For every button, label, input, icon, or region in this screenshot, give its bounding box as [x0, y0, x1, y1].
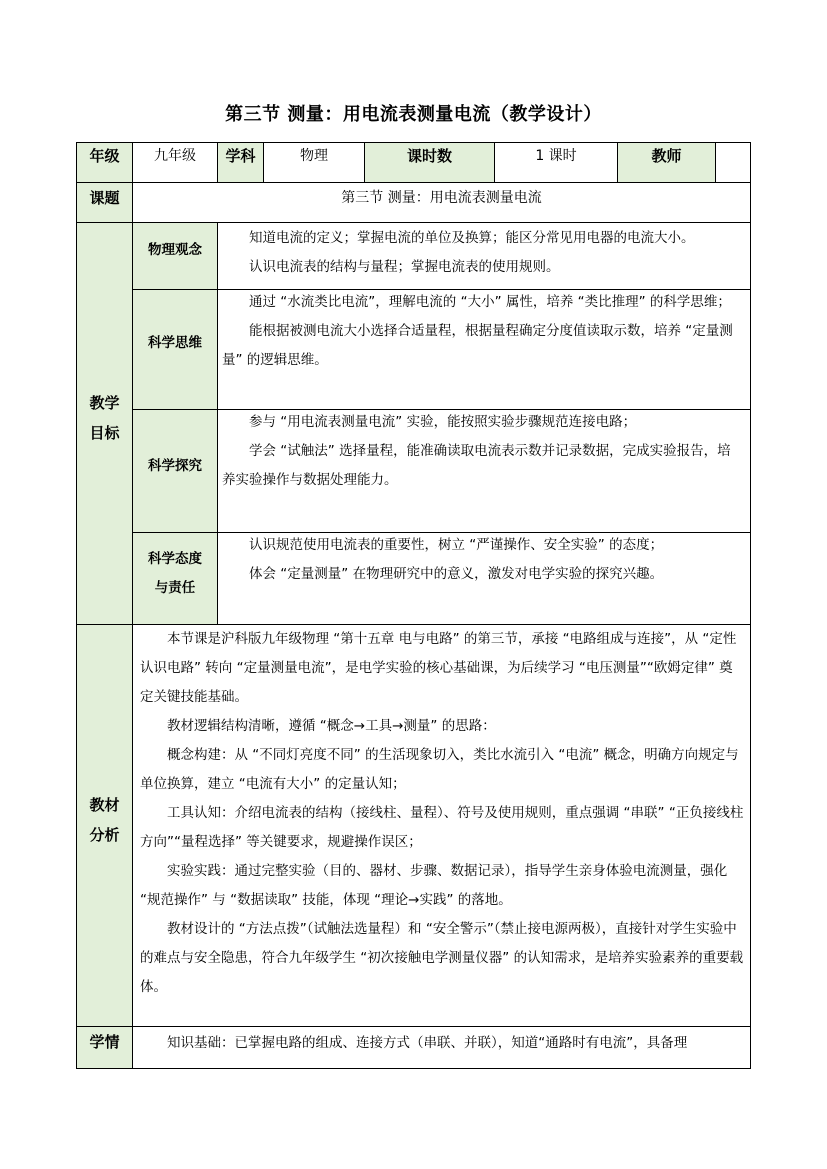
topic-value: 第三节 测量：用电流表测量电流 [341, 190, 542, 206]
teacher-label: 教师 [651, 147, 682, 165]
textbook-label-line1: 教材 [89, 796, 120, 814]
attitude-label-line2: 与责任 [154, 580, 196, 596]
objectives-label [77, 388, 132, 448]
learning-label: 学情 [89, 1033, 120, 1051]
textbook-label [77, 790, 132, 850]
scientific-thinking-line: 能根据被测电流大小选择合适量程，根据量程确定分度值读取示数，培养 “定量测量” 的逻辑思维。 [222, 323, 733, 368]
document-title: 第三节 测量：用电流表测量电流（教学设计） [225, 104, 602, 125]
attitude-label-line1: 科学态度 [148, 551, 202, 567]
physics-concept-label: 物理观念 [148, 242, 202, 258]
grid-line [715, 142, 716, 183]
textbook-paragraph: 教材逻辑结构清晰，遵循 “概念→工具→测量” 的思路： [167, 718, 496, 734]
grade-label: 年级 [89, 147, 120, 165]
grid-line [750, 142, 751, 1069]
learning-line: 知识基础：已掌握电路的组成、连接方式（串联、并联），知道“通路时有电流”，具备理 [167, 1035, 688, 1051]
attitude-label [133, 545, 217, 603]
topic-label: 课题 [89, 189, 120, 207]
subject-value: 物理 [300, 148, 328, 164]
grid-line [76, 1026, 751, 1027]
textbook-paragraph: 本节课是沪科版九年级物理 “第十五章 电与电路” 的第三节，承接 “电路组成与连接”，从 “定性认识电路” 转向 “定量测量电流”，是电学实验的核心基础课，为后续学习 “电压测量”“欧姆定律” 奠定关键技能基础。 [140, 631, 737, 705]
attitude-line: 体会 “定量测量” 在物理研究中的意义，激发对电学实验的探究兴趣。 [249, 566, 664, 582]
hours-value: 1 课时 [535, 148, 577, 164]
scientific-thinking-label: 科学思维 [148, 335, 202, 351]
grid-line [76, 142, 77, 1069]
scientific-inquiry-line: 参与 “用电流表测量电流” 实验，能按照实验步骤规范连接电路； [249, 414, 637, 430]
grid-line [76, 142, 751, 143]
scientific-thinking-line: 通过 “水流类比电流”，理解电流的 “大小” 属性，培养 “类比推理” 的科学思维； [249, 294, 731, 310]
textbook-text [140, 625, 744, 1002]
hours-label: 课时数 [406, 147, 452, 165]
grid-line [76, 222, 751, 223]
grid-line [76, 1068, 751, 1069]
physics-concept-text [222, 224, 744, 282]
textbook-paragraph: 工具认知：介绍电流表的结构（接线柱、量程）、符号及使用规则，重点强调 “串联” “正负接线柱方向”“量程选择” 等关键要求，规避操作误区； [140, 805, 744, 850]
subject-label: 学科 [225, 147, 256, 165]
textbook-paragraph: 实验实践：通过完整实验（目的、器材、步骤、数据记录），指导学生亲身体验电流测量，强化 “规范操作” 与 “数据读取” 技能，体现 “理论→实践” 的落地。 [140, 863, 728, 908]
scientific-inquiry-label: 科学探究 [148, 458, 202, 474]
textbook-paragraph: 概念构建：从 “不同灯亮度不同” 的生活现象切入，类比水流引入 “电流” 概念，明确方向规定与单位换算，建立 “电流有大小” 的定量认知； [140, 747, 739, 792]
scientific-thinking-text [222, 288, 744, 375]
learning-text [140, 1029, 746, 1067]
objectives-label-line2: 目标 [89, 424, 120, 442]
textbook-paragraph: 教材设计的 “方法点拨”（试触法选量程）和 “安全警示”（禁止接电源两极），直接针对学生实验中的难点与安全隐患，符合九年级学生 “初次接触电学测量仪器” 的认知需求，是培养实验素养的重要载体。 [140, 921, 744, 995]
grid-line [132, 142, 133, 1069]
grade-value: 九年级 [154, 148, 196, 164]
attitude-text [222, 531, 744, 589]
attitude-line: 认识规范使用电流表的重要性，树立 “严谨操作、安全实验” 的态度； [249, 537, 664, 553]
scientific-inquiry-line: 学会 “试触法” 选择量程，能准确读取电流表示数并记录数据，完成实验报告，培养实验操作与数据处理能力。 [222, 443, 731, 488]
grid-line [217, 222, 218, 625]
physics-concept-line: 知道电流的定义；掌握电流的单位及换算；能区分常见用电器的电流大小。 [249, 230, 695, 246]
scientific-inquiry-text [222, 408, 744, 495]
objectives-label-line1: 教学 [89, 394, 120, 412]
textbook-label-line2: 分析 [89, 826, 120, 844]
physics-concept-line: 认识电流表的结构与量程；掌握电流表的使用规则。 [249, 259, 560, 275]
